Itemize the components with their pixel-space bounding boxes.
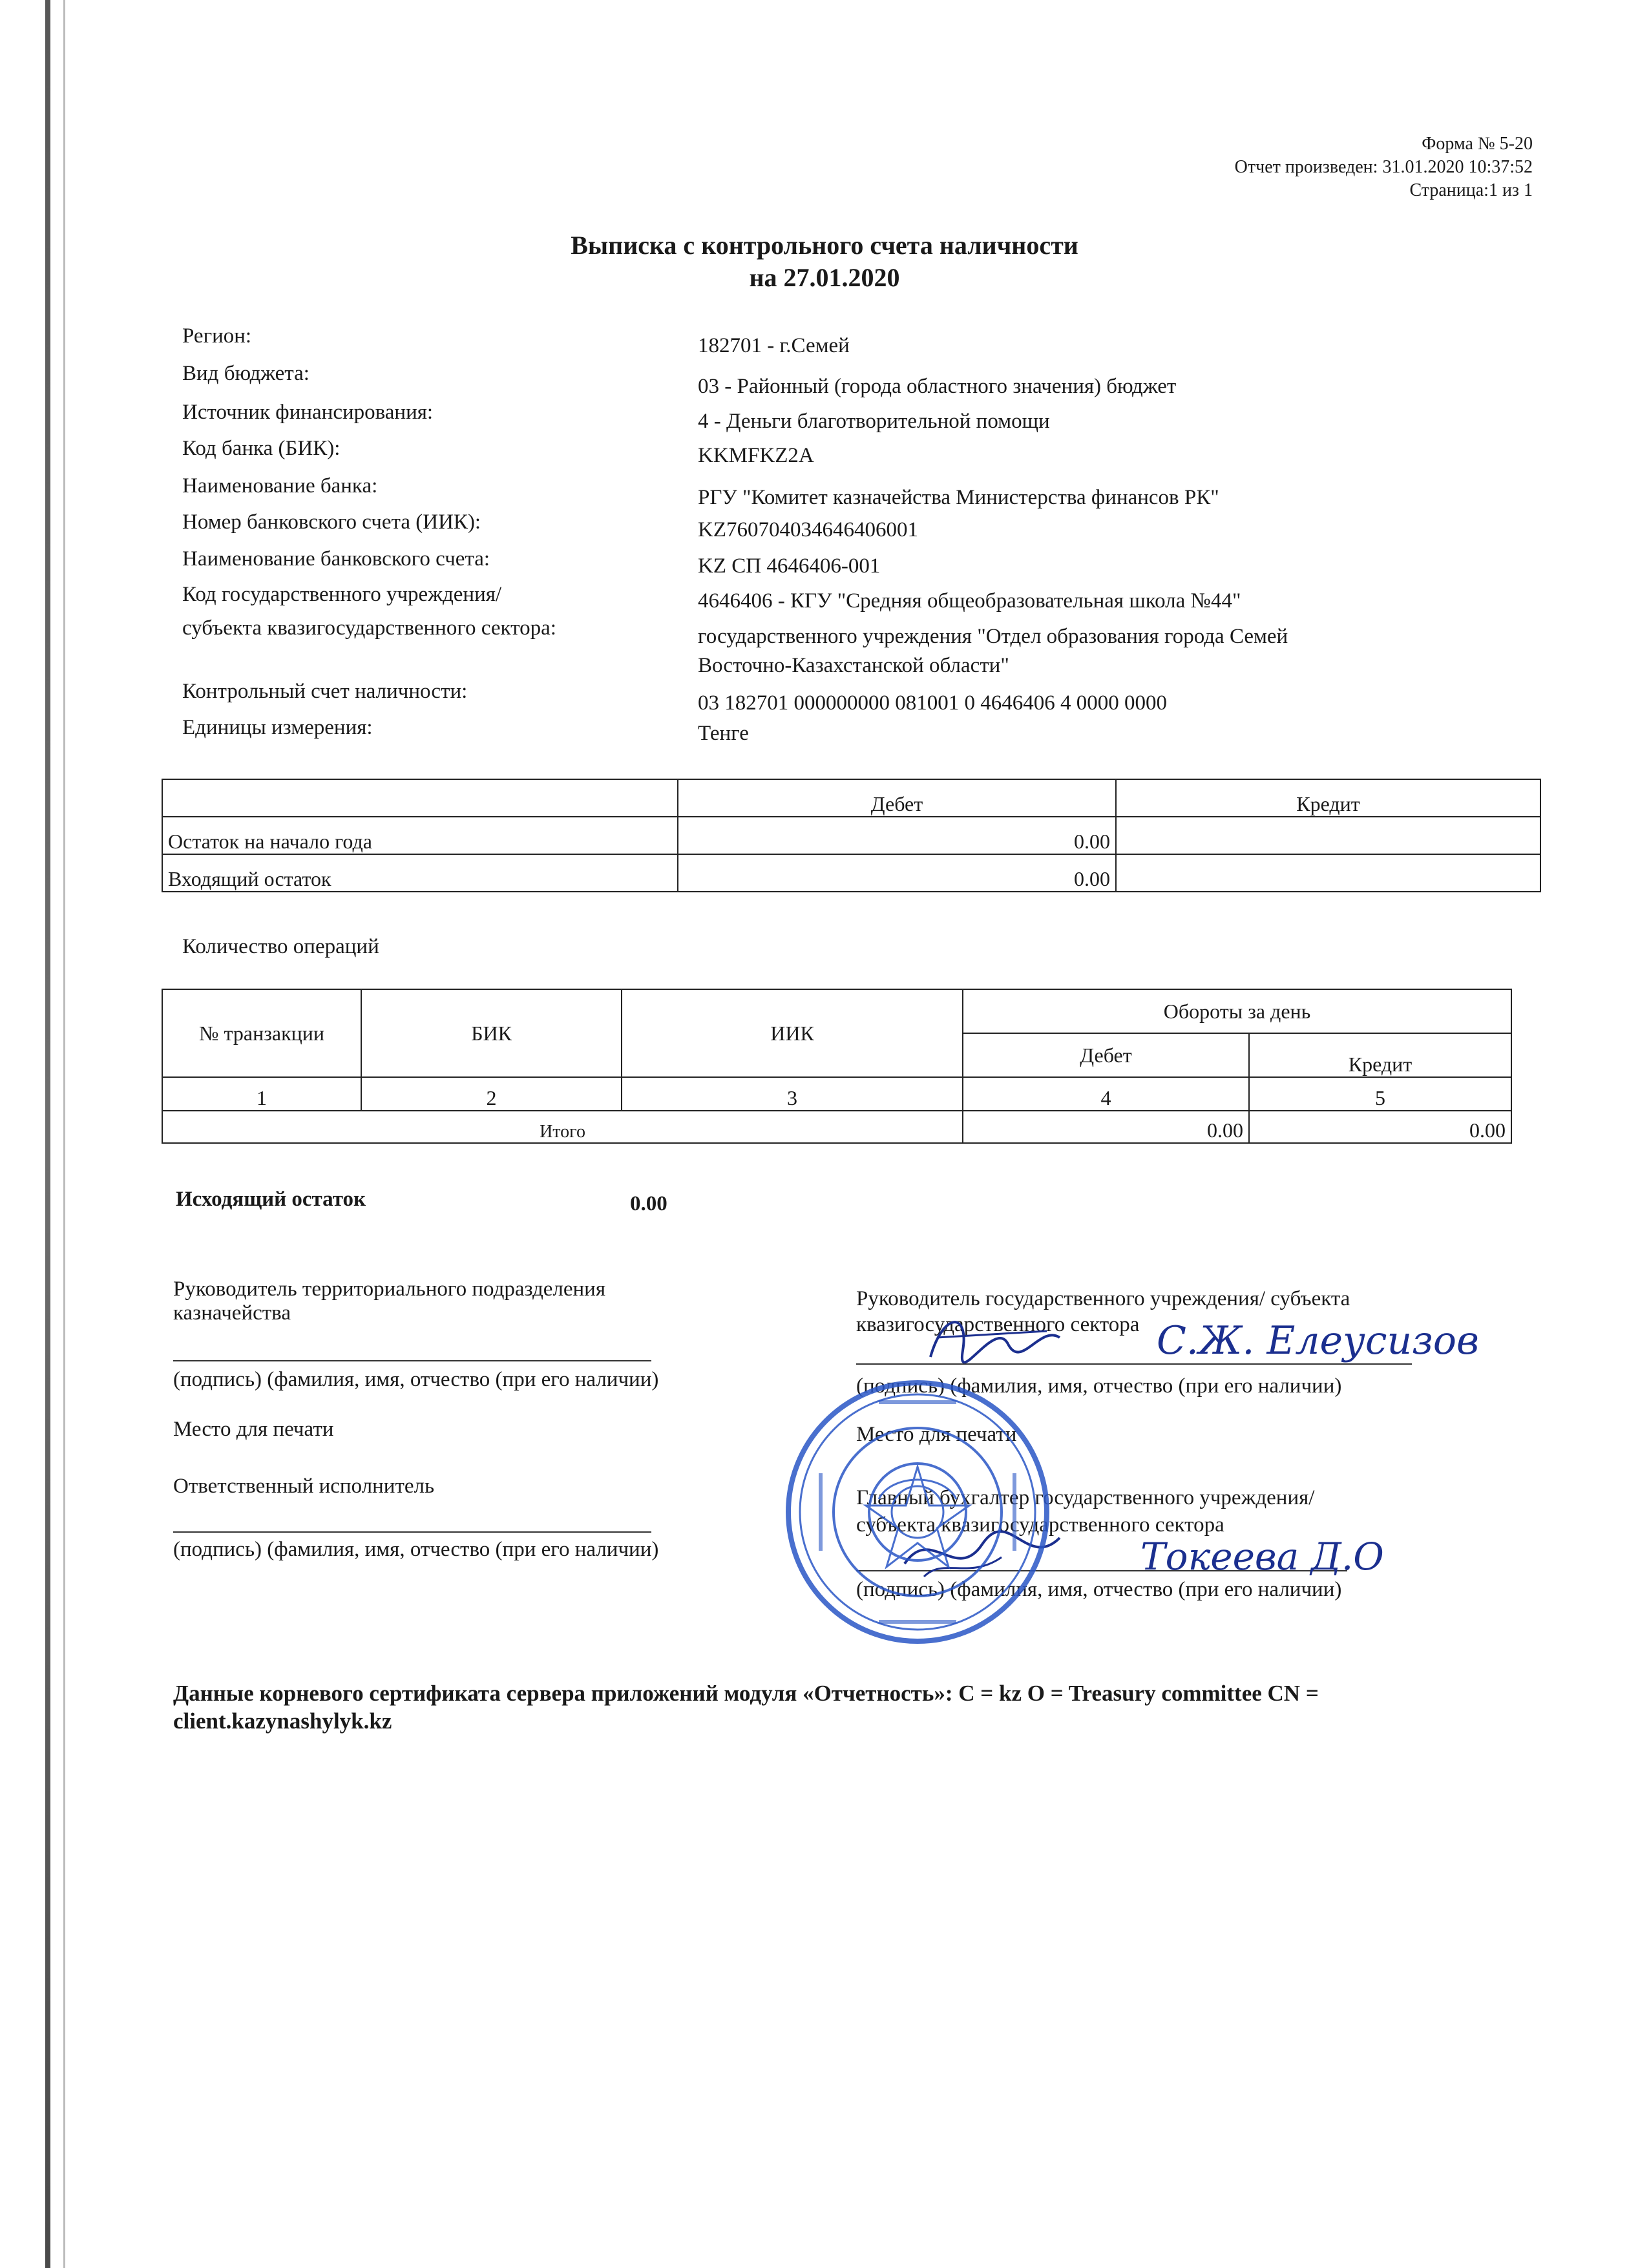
balance-header-empty xyxy=(162,779,678,817)
field-value-account-name: KZ СП 4646406-001 xyxy=(698,554,881,578)
balance-table-header xyxy=(162,779,1540,817)
field-label-region: Регион: xyxy=(182,324,252,348)
col-number: 1 xyxy=(162,1077,361,1111)
table-row xyxy=(162,817,1540,854)
closing-balance-value: 0.00 xyxy=(630,1192,667,1215)
field-value-institution: 4646406 - КГУ "Средняя общеобразовательная школа №44" xyxy=(698,589,1241,613)
field-label-control-account: Контрольный счет наличности: xyxy=(182,680,468,703)
operations-count-label: Количество операций xyxy=(182,935,379,958)
field-value-account-number: KZ760704034646406001 xyxy=(698,518,918,541)
left-head-title-2: казначейства xyxy=(173,1301,291,1325)
right-stamp-place: Место для печати xyxy=(856,1423,1017,1446)
balance-row-debit: 0.00 xyxy=(678,817,1116,854)
balance-table xyxy=(162,779,1541,892)
handwritten-name-2: Токеева Д.О xyxy=(1140,1535,1384,1579)
certificate-info-line2: client.kazynashylyk.kz xyxy=(173,1708,392,1734)
field-label-bank-name: Наименование банка: xyxy=(182,474,378,498)
total-debit: 0.00 xyxy=(963,1111,1249,1143)
table-row xyxy=(162,854,1540,892)
form-number: Форма № 5-20 xyxy=(1422,134,1533,154)
field-label-budget-type: Вид бюджета: xyxy=(182,362,310,385)
field-label-units: Единицы измерения: xyxy=(182,716,373,739)
col-debit: Дебет xyxy=(963,1033,1249,1077)
right-head-title-2: квазигосударственного сектора xyxy=(856,1313,1140,1336)
chief-accountant-title-2: субъекта квазигосударственного сектора xyxy=(856,1513,1224,1537)
total-label: Итого xyxy=(162,1111,963,1143)
signature-scribble-1 xyxy=(918,1299,1073,1376)
scan-edge-shadow xyxy=(45,0,50,2268)
field-value-budget-type: 03 - Районный (города областного значения) бюджет xyxy=(698,375,1177,398)
col-number: 4 xyxy=(963,1077,1249,1111)
balance-row-label: Входящий остаток xyxy=(162,854,678,892)
col-number: 2 xyxy=(361,1077,622,1111)
col-transaction: № транзакции xyxy=(162,989,361,1077)
field-value-region: 182701 - г.Семей xyxy=(698,334,850,357)
balance-row-credit xyxy=(1116,817,1540,854)
table-row xyxy=(162,1077,1511,1111)
operations-table xyxy=(162,989,1512,1144)
chief-accountant-sign-caption: (подпись) (фамилия, имя, отчество (при его наличии) xyxy=(856,1578,1342,1601)
balance-header-debit: Дебет xyxy=(678,779,1116,817)
responsible-executor: Ответственный исполнитель xyxy=(173,1475,435,1498)
closing-balance-label: Исходящий остаток xyxy=(176,1188,366,1211)
left-head-signature-line xyxy=(173,1360,651,1361)
field-label-institution-code: Код государственного учреждения/ xyxy=(182,583,502,606)
responsible-signature-line xyxy=(173,1531,651,1533)
operations-header-row xyxy=(162,989,1511,1033)
total-credit: 0.00 xyxy=(1249,1111,1511,1143)
handwritten-name-1: С.Ж. Елеусизов xyxy=(1157,1318,1479,1363)
field-value-funding-source: 4 - Деньги благотворительной помощи xyxy=(698,410,1050,433)
field-value-bank-name: РГУ "Комитет казначейства Министерства финансов РК" xyxy=(698,486,1219,509)
field-value-control-account: 03 182701 000000000 081001 0 4646406 4 0000 0000 xyxy=(698,691,1167,715)
right-head-title: Руководитель государственного учреждения/ субъекта xyxy=(856,1287,1350,1310)
certificate-info-line1: Данные корневого сертификата сервера приложений модуля «Отчетность»: C = kz O = Treasury committee CN = xyxy=(173,1681,1319,1706)
chief-accountant-title: Главный бухгалтер государственного учреждения/ xyxy=(856,1486,1315,1509)
col-credit: Кредит xyxy=(1249,1033,1511,1077)
col-number: 5 xyxy=(1249,1077,1511,1111)
official-round-stamp xyxy=(782,1376,1053,1648)
field-label-account-number: Номер банковского счета (ИИК): xyxy=(182,510,481,534)
document-title: Выписка с контрольного счета наличности xyxy=(571,231,1078,260)
col-number: 3 xyxy=(622,1077,963,1111)
right-head-sign-caption: (подпись) (фамилия, имя, отчество (при его наличии) xyxy=(856,1374,1342,1398)
field-label-institution-code-2: субъекта квазигосударственного сектора: xyxy=(182,616,556,640)
left-stamp-place: Место для печати xyxy=(173,1418,334,1441)
left-head-sign-caption: (подпись) (фамилия, имя, отчество (при его наличии) xyxy=(173,1368,659,1391)
document-date: на 27.01.2020 xyxy=(749,263,900,292)
col-bik: БИК xyxy=(361,989,622,1077)
col-iik: ИИК xyxy=(622,989,963,1077)
responsible-sign-caption: (подпись) (фамилия, имя, отчество (при его наличии) xyxy=(173,1538,659,1561)
field-label-funding-source: Источник финансирования: xyxy=(182,401,434,424)
balance-row-debit: 0.00 xyxy=(678,854,1116,892)
table-row-total xyxy=(162,1111,1511,1143)
balance-row-label: Остаток на начало года xyxy=(162,817,678,854)
scan-edge-line xyxy=(63,0,65,2268)
page-number: Страница:1 из 1 xyxy=(1409,180,1533,200)
field-label-bank-code: Код банка (БИК): xyxy=(182,437,341,460)
left-head-title: Руководитель территориального подразделения xyxy=(173,1277,605,1301)
field-value-institution-2: государственного учреждения "Отдел образования города Семей xyxy=(698,625,1288,648)
report-generated: Отчет произведен: 31.01.2020 10:37:52 xyxy=(1234,157,1533,177)
field-label-account-name: Наименование банковского счета: xyxy=(182,547,490,571)
field-value-units: Тенге xyxy=(698,722,749,745)
field-value-bank-code: KKMFKZ2A xyxy=(698,444,814,467)
field-value-institution-3: Восточно-Казахстанской области" xyxy=(698,654,1009,677)
col-turnover: Обороты за день xyxy=(963,989,1511,1033)
balance-row-credit xyxy=(1116,854,1540,892)
balance-header-credit: Кредит xyxy=(1116,779,1540,817)
